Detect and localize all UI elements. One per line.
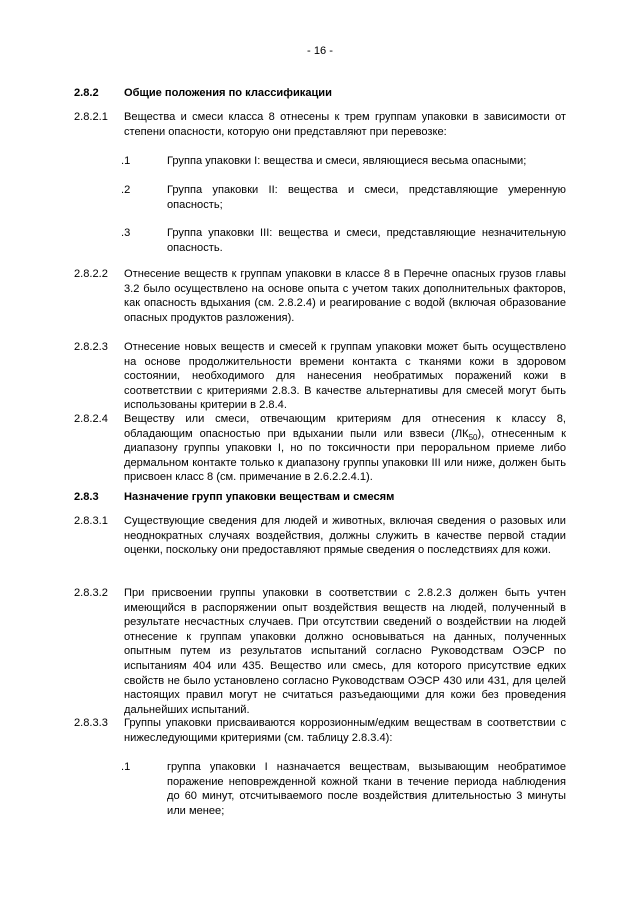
paragraph-2-8-3-3: [74, 716, 566, 745]
paragraph-text: Отнесение новых веществ и смесей к группам упаковки может быть осуществлено на основе продолжительности времени контакта с тканями кожи в здоровом состоянии, необходимого для нанесения необратимых поражений кожи в соответствии с критериями 2.8.3. В качестве альтернативы для смесей могут быть использованы критерии в 2.8.4.: [124, 341, 566, 412]
paragraph-text: Отнесение веществ к группам упаковки в классе 8 в Перечне опасных грузов главы 3.2 было осуществлено на основе опыта с учетом таких дополнительных факторов, как опасность вдыхания (см. 2.8.2.4) и реагирование с водой (включая образование опасных продуктов разложения).: [124, 268, 566, 324]
paragraph-number: 2.8.2.2: [74, 268, 108, 280]
list-item-text: Группа упаковки III: вещества и смеси, представляющие незначительную опасность.: [167, 227, 566, 254]
subscript: 50: [468, 432, 478, 442]
paragraph-text: Группы упаковки присваиваются коррозионным/едким веществам в соответствии с нижеследующими критериями (см. таблицу 2.8.3.4):: [124, 717, 566, 744]
list-item-number: .3: [121, 227, 131, 239]
list-item-text: Группа упаковки I: вещества и смеси, являющиеся весьма опасными;: [167, 155, 527, 167]
section-title: Общие положения по классификации: [124, 87, 332, 99]
list-item-text: группа упаковки I назначается веществам, вызывающим необратимое поражение неповрежденной кожной ткани в течение периода наблюдения до 60 минут, отсчитываемого после воздействия длительностью 3 минуты или менее;: [167, 761, 566, 817]
paragraph-text-part: ), отнесенным к диапазону группы упаковки I, но по токсичности при пероральном приеме либо дермальном контакте только к диапазону группы упаковки III или ниже, должен быть присвоен класс 8 (см. примечание в 2.6.2.2.4.1).: [124, 427, 566, 484]
list-item: [121, 226, 566, 255]
list-item: [121, 760, 566, 818]
paragraph-number: 2.8.2.1: [74, 111, 108, 123]
paragraph-number: 2.8.2.3: [74, 341, 108, 353]
list-item: [121, 183, 566, 212]
section-number: 2.8.2: [74, 87, 99, 99]
paragraph-number: 2.8.3.3: [74, 717, 108, 729]
list-item-text: Группа упаковки II: вещества и смеси, представляющие умеренную опасность;: [167, 184, 566, 211]
paragraph-number: 2.8.3.1: [74, 515, 108, 527]
list-item: [121, 154, 566, 169]
section-number: 2.8.3: [74, 491, 99, 503]
paragraph-2-8-2-3: [74, 340, 566, 413]
paragraph-text: При присвоении группы упаковки в соответствии с 2.8.2.3 должен быть учтен имеющийся в распоряжении опыт воздействия веществ на людей, полученный в результате несчастных случаев. При отсутствии сведений о воздействии на людей отнесение к группам упаковки должно основываться на данных, полученных опытным путем из результатов испытаний согласно Руководствам ОЭСР по испытаниям 404 или 435. Вещество или смесь, для которого присутствие едких свойств не было установлено согласно Руководствам ОЭСР 430 или 431, для целей настоящих правил могут не считаться разъедающими для кожи без проведения дальнейших испытаний.: [124, 587, 566, 716]
paragraph-number: 2.8.3.2: [74, 587, 108, 599]
paragraph-2-8-2-2: [74, 267, 566, 325]
paragraph-2-8-2-4: [74, 412, 566, 485]
paragraph-text: Существующие сведения для людей и животных, включая сведения о разовых или неоднократных случаях воздействия, должны служить в качестве первой стадии оценки, поскольку они предоставляют прямые сведения о последствиях для кожи.: [124, 515, 566, 557]
page-number: - 16 -: [307, 45, 333, 57]
paragraph-2-8-3-2: [74, 586, 566, 717]
paragraph-number: 2.8.2.4: [74, 413, 108, 425]
section-title: Назначение групп упаковки веществам и смесям: [124, 491, 395, 503]
paragraph-text-part: Веществу или смеси, отвечающим критериям для отнесения к классу 8, обладающим опасностью при вдыхании пыли или взвеси (ЛК: [124, 413, 566, 440]
paragraph-text: Вещества и смеси класса 8 отнесены к трем группам упаковки в зависимости от степени опасности, которую они представляют при перевозке:: [124, 111, 566, 138]
paragraph-2-8-3-1: [74, 514, 566, 558]
list-item-number: .1: [121, 155, 131, 167]
paragraph-2-8-2-1: [74, 110, 566, 139]
paragraph-text: [124, 412, 566, 485]
list-item-number: .2: [121, 184, 131, 196]
list-item-number: .1: [121, 761, 131, 773]
